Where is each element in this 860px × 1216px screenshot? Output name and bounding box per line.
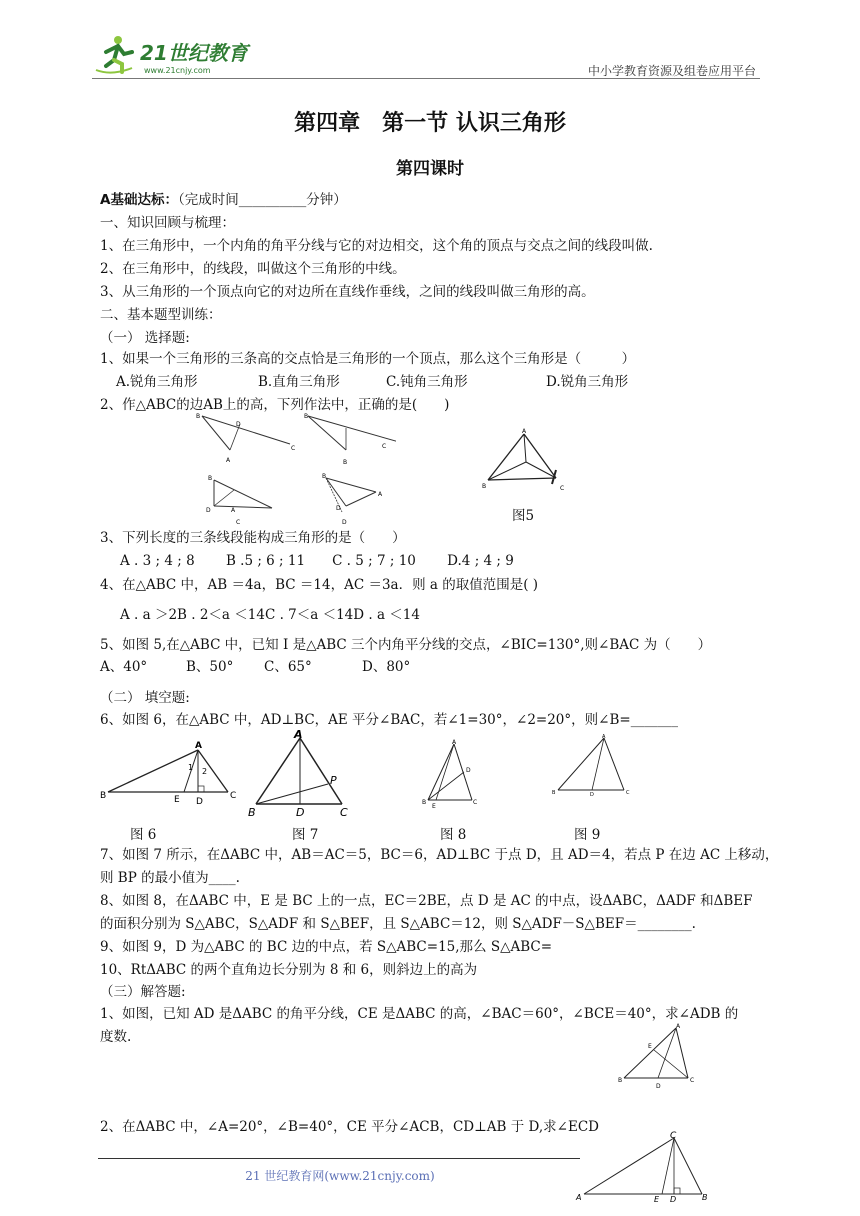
svg-text:A: A (378, 491, 383, 498)
svg-text:2: 2 (202, 767, 208, 776)
svg-text:B: B (196, 413, 201, 420)
section-a-label: A基础达标： (100, 192, 178, 208)
figure-5 (476, 428, 576, 500)
question-6: 6、如图 6，在△ABC 中，AD⊥BC，AE 平分∠BAC，若∠1=30°，∠2=20°，则∠B=_______ (100, 712, 678, 728)
fill-heading: （二） 填空题: (100, 690, 190, 706)
svg-text:E: E (432, 803, 436, 810)
section-a-line (100, 191, 347, 209)
knowledge-item-1: 1、在三角形中，一个内角的角平分线与它的对边相交，这个角的顶点与交点之间的线段叫做. (100, 238, 653, 254)
page-title: 第四章 第一节 认识三角形 (294, 111, 566, 136)
svg-text:B: B (100, 791, 107, 801)
svg-text:B: B (552, 790, 556, 796)
q5-option-b: B、50° (186, 659, 234, 675)
svg-text:D: D (656, 1083, 661, 1090)
svg-text:D: D (590, 792, 594, 796)
svg-text:B: B (304, 413, 309, 420)
q5-option-d: D、80° (362, 659, 411, 675)
q1-option-b: B.直角三角形 (258, 374, 340, 390)
q1-option-d: D.锐角三角形 (546, 374, 629, 390)
figure-9 (548, 732, 638, 796)
figure-9-label: 图 9 (574, 827, 601, 843)
platform-name: 中小学教育资源及组卷应用平台 (587, 64, 756, 78)
question-1: 1、如果一个三角形的三条高的交点恰是三角形的一个顶点，那么这个三角形是（ ） (100, 351, 636, 367)
figure-6 (98, 730, 248, 810)
logo-text: 21世纪教育 (140, 41, 248, 65)
figure-8-label: 图 8 (440, 827, 467, 843)
footer-text: 21 世纪教育网(www.21cnjy.com) (245, 1169, 435, 1183)
svg-text:B: B (322, 473, 327, 480)
q2-option-figures (196, 412, 396, 526)
solve-question-2: 2、在ΔABC 中，∠A=20°，∠B=40°，CE 平分∠ACB，CD⊥AB 于 D,求∠ECD (100, 1119, 599, 1135)
choice-heading: （一） 选择题: (100, 330, 190, 346)
svg-text:D: D (670, 1195, 677, 1204)
svg-text:D: D (196, 797, 203, 807)
svg-text:A: A (294, 728, 303, 741)
q5-option-a: A、40° (100, 659, 148, 675)
svg-text:C: C (690, 1077, 695, 1084)
figure-6-label: 图 6 (130, 827, 157, 843)
question-7-cont: 则 BP 的最小值为____. (100, 870, 240, 886)
svg-text:D: D (466, 767, 471, 774)
svg-text:C: C (670, 1131, 677, 1141)
figure-7-label: 图 7 (292, 827, 319, 843)
svg-text:B: B (702, 1193, 708, 1202)
svg-text:C: C (473, 799, 478, 806)
logo (92, 30, 262, 78)
solve-q1-figure (614, 1022, 704, 1090)
answer-heading: （三）解答题: (100, 984, 186, 1000)
question-9: 9、如图 9，D 为△ABC 的 BC 边的中点，若 S△ABC=15,那么 S△ABC= (100, 939, 553, 955)
svg-text:C: C (230, 791, 237, 801)
solve-q2-figure (574, 1128, 714, 1204)
svg-text:C: C (291, 445, 296, 452)
question-5: 5、如图 5,在△ABC 中，已知 I 是△ABC 三个内角平分线的交点，∠BIC=130°,则∠BAC 为（ ） (100, 637, 712, 653)
solve-question-1: 1、如图，已知 AD 是ΔABC 的角平分线，CE 是ΔABC 的高，∠BAC＝60°，∠BCE＝40°，求∠ADB 的 (100, 1006, 739, 1022)
header-divider (92, 78, 760, 79)
svg-text:1: 1 (188, 763, 194, 772)
question-7: 7、如图 7 所示，在ΔABC 中，AB＝AC＝5，BC＝6，AD⊥BC 于点 D，且 AD＝4，若点 P 在边 AC 上移动， (100, 847, 779, 863)
svg-text:B: B (343, 459, 348, 466)
svg-text:C: C (560, 485, 565, 492)
knowledge-item-2: 2、在三角形中，的线段，叫做这个三角形的中线。 (100, 261, 406, 277)
svg-text:C: C (626, 790, 630, 796)
svg-text:E: E (654, 1195, 660, 1204)
svg-text:C: C (382, 443, 387, 450)
svg-text:A: A (195, 741, 202, 751)
knowledge-heading: 一、知识回顾与梳理： (100, 215, 235, 231)
svg-text:E: E (174, 795, 180, 805)
knowledge-item-3: 3、从三角形的一个顶点向它的对边所在直线作垂线，之间的线段叫做三角形的高。 (100, 284, 595, 300)
svg-text:D: D (206, 507, 211, 514)
q1-option-a: A.锐角三角形 (116, 374, 198, 390)
svg-text:B: B (422, 799, 427, 806)
question-8-cont: 的面积分别为 S△ABC，S△ADF 和 S△BEF，且 S△ABC＝12，则 S△ADF－S△BEF＝________. (100, 916, 696, 932)
time-note: （完成时间__________分钟） (177, 192, 347, 208)
svg-text:D: D (336, 505, 341, 512)
training-heading: 二、基本题型训练： (100, 307, 222, 323)
svg-text:A: A (602, 734, 606, 740)
q5-option-c: C、65° (264, 659, 312, 675)
question-2: 2、作△ABC的边AB上的高，下列作法中，正确的是( ) (100, 397, 450, 413)
svg-text:A: A (522, 428, 527, 435)
q1-option-c: C.钝角三角形 (386, 374, 468, 390)
svg-text:A: A (452, 739, 457, 746)
svg-text:B: B (248, 806, 256, 819)
svg-text:C: C (340, 806, 348, 819)
svg-text:D: D (296, 806, 305, 819)
footer-divider (98, 1158, 580, 1159)
page-subtitle: 第四课时 (396, 159, 464, 179)
svg-text:B: B (208, 475, 213, 482)
svg-text:D: D (342, 519, 347, 526)
svg-text:B: B (618, 1077, 623, 1084)
svg-text:D: D (236, 421, 241, 428)
question-10: 10、RtΔABC 的两个直角边长分别为 8 和 6，则斜边上的高为 (100, 962, 478, 978)
question-8: 8、如图 8，在ΔABC 中，E 是 BC 上的一点，EC＝2BE，点 D 是 AC 的中点，设ΔABC，ΔADF 和ΔBEF (100, 893, 753, 909)
solve-question-1-cont: 度数. (100, 1029, 132, 1045)
svg-text:E: E (648, 1043, 652, 1050)
svg-text:A: A (676, 1023, 681, 1030)
svg-text:A: A (231, 507, 236, 514)
svg-text:A: A (226, 457, 231, 464)
q3-options: A . 3 ; 4 ; 8 B .5 ; 6 ; 11 C . 5 ; 7 ; 10 D.4 ; 4 ; 9 (120, 553, 514, 569)
logo-url: www.21cnjy.com (144, 66, 211, 75)
svg-text:B: B (482, 483, 487, 490)
svg-text:A: A (576, 1193, 582, 1202)
figure-8 (420, 738, 480, 814)
q4-options: A . a ＞2B . 2＜a ＜14C . 7＜a ＜14D . a ＜14 (120, 607, 420, 623)
question-3: 3、下列长度的三条线段能构成三角形的是（ ） (100, 530, 406, 546)
figure-5-label: 图5 (512, 508, 535, 524)
figure-7 (244, 728, 354, 820)
question-4: 4、在△ABC 中，AB ＝4a，BC ＝14，AC ＝3a．则 a 的取值范围是( ) (100, 577, 539, 593)
svg-text:C: C (236, 519, 241, 526)
svg-text:P: P (330, 774, 337, 787)
